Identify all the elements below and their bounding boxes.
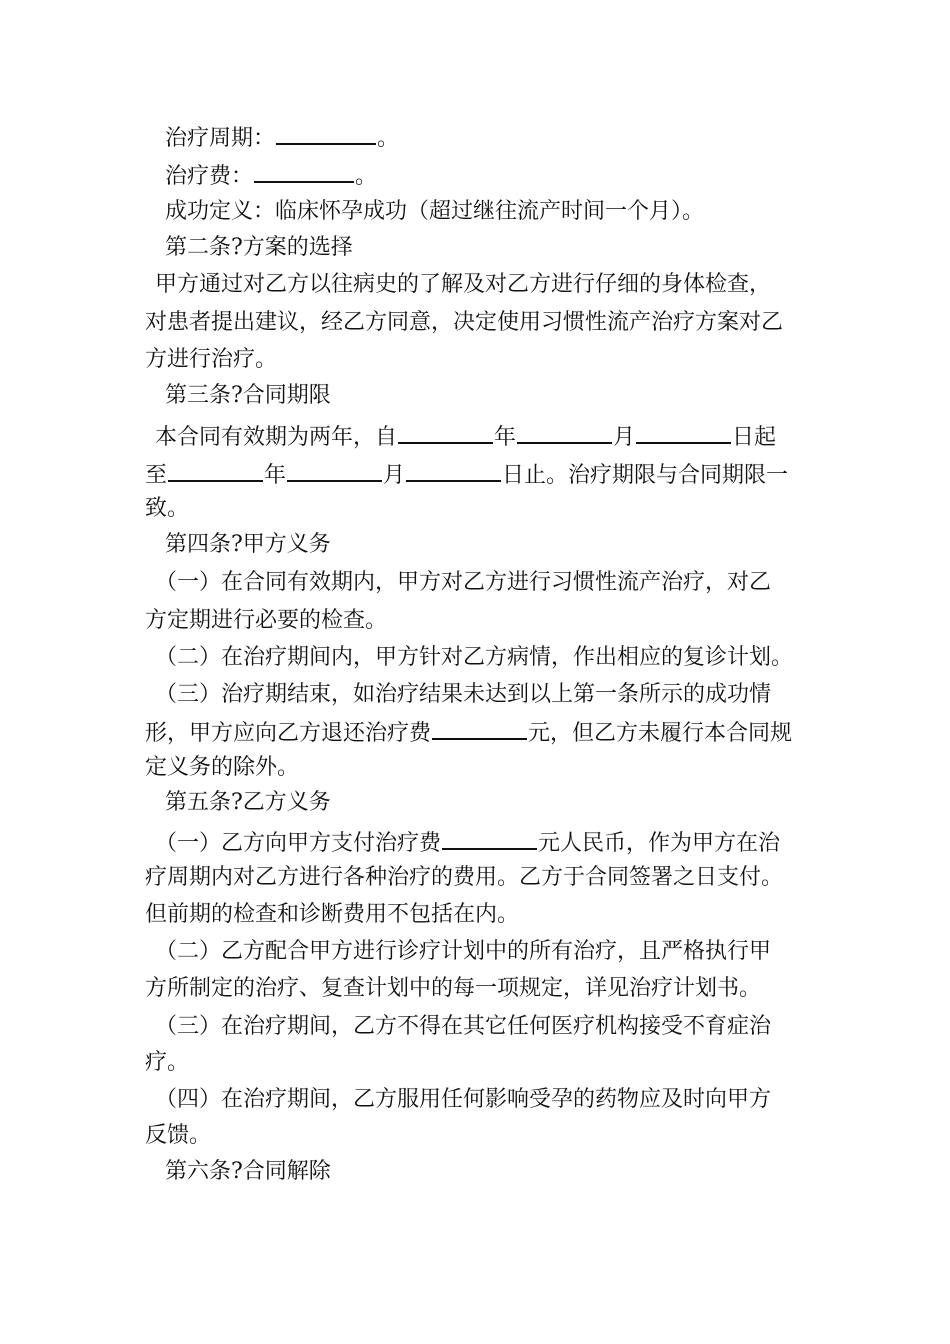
text: 年 <box>494 425 517 450</box>
text: 日起 <box>732 425 777 450</box>
treatment-period-blank <box>276 121 376 145</box>
article-2-text-line: 对患者提出建议，经乙方同意，决定使用习惯性流产治疗方案对乙 <box>145 310 784 335</box>
article-4-item-2: （二）在治疗期间内，甲方针对乙方病情，作出相应的复诊计划。 <box>155 645 794 670</box>
article-5-item-2: 方所制定的治疗、复查计划中的每一项规定，详见治疗计划书。 <box>145 976 762 1001</box>
article-2-text-line: 甲方通过对乙方以往病史的了解及对乙方进行仔细的身体检查， <box>155 272 772 297</box>
treatment-fee-label: 治疗费： <box>165 164 254 189</box>
treatment-period-label: 治疗周期： <box>165 126 276 151</box>
article-4-item-3: （三）治疗期结束，如治疗结果未达到以上第一条所示的成功情 <box>155 682 772 707</box>
text: （一）乙方向甲方支付治疗费 <box>155 831 442 856</box>
article-5-heading: 第五条?乙方义务 <box>165 790 331 815</box>
text: 月 <box>383 463 406 488</box>
start-day-blank <box>636 420 731 444</box>
contract-term-line: 致。 <box>145 496 190 521</box>
article-2-text-line: 方进行治疗。 <box>145 347 278 372</box>
treatment-fee-blank <box>254 159 354 183</box>
start-month-blank <box>517 420 612 444</box>
punctuation: 。 <box>377 126 400 151</box>
end-month-blank <box>287 458 382 482</box>
text: 至 <box>145 463 168 488</box>
contract-term-line <box>155 420 825 450</box>
article-4-item-3 <box>145 716 815 746</box>
article-3-heading: 第三条?合同期限 <box>165 383 331 408</box>
text: 元人民币，作为甲方在治 <box>538 831 781 856</box>
article-5-item-3: （三）在治疗期间，乙方不得在其它任何医疗机构接受不育症治 <box>155 1014 772 1039</box>
text: 本合同有效期为两年，自 <box>155 425 398 450</box>
article-5-item-3: 疗。 <box>145 1050 190 1075</box>
success-definition: 成功定义：临床怀孕成功（超过继往流产时间一个月）。 <box>165 199 705 224</box>
fee-amount-blank <box>442 826 537 850</box>
article-4-item-1: 方定期进行必要的检查。 <box>145 608 388 633</box>
article-5-item-4: （四）在治疗期间，乙方服用任何影响受孕的药物应及时向甲方 <box>155 1087 772 1112</box>
treatment-period-line <box>165 121 835 151</box>
article-5-item-1 <box>155 826 825 856</box>
refund-amount-blank <box>432 716 527 740</box>
article-5-item-4: 反馈。 <box>145 1123 212 1148</box>
article-5-item-1: 但前期的检查和诊断费用不包括在内。 <box>145 902 520 927</box>
text: 日止。治疗期限与合同期限一 <box>502 463 789 488</box>
treatment-fee-line <box>165 159 835 189</box>
article-2-heading: 第二条?方案的选择 <box>165 235 353 260</box>
article-4-item-3: 定义务的除外。 <box>145 755 300 780</box>
text: 形，甲方应向乙方退还治疗费 <box>145 721 432 746</box>
article-4-item-1: （一）在合同有效期内，甲方对乙方进行习惯性流产治疗，对乙 <box>155 570 772 595</box>
text: 月 <box>613 425 636 450</box>
contract-term-line <box>145 458 815 488</box>
end-day-blank <box>406 458 501 482</box>
article-5-item-2: （二）乙方配合甲方进行诊疗计划中的所有治疗，且严格执行甲 <box>155 939 772 964</box>
text: 元，但乙方未履行本合同规 <box>528 721 793 746</box>
end-year-blank <box>168 458 263 482</box>
article-4-heading: 第四条?甲方义务 <box>165 532 331 557</box>
text: 年 <box>264 463 287 488</box>
punctuation: 。 <box>355 164 378 189</box>
article-6-heading: 第六条?合同解除 <box>165 1159 331 1184</box>
start-year-blank <box>398 420 493 444</box>
article-5-item-1: 疗周期内对乙方进行各种治疗的费用。乙方于合同签署之日支付。 <box>145 865 784 890</box>
